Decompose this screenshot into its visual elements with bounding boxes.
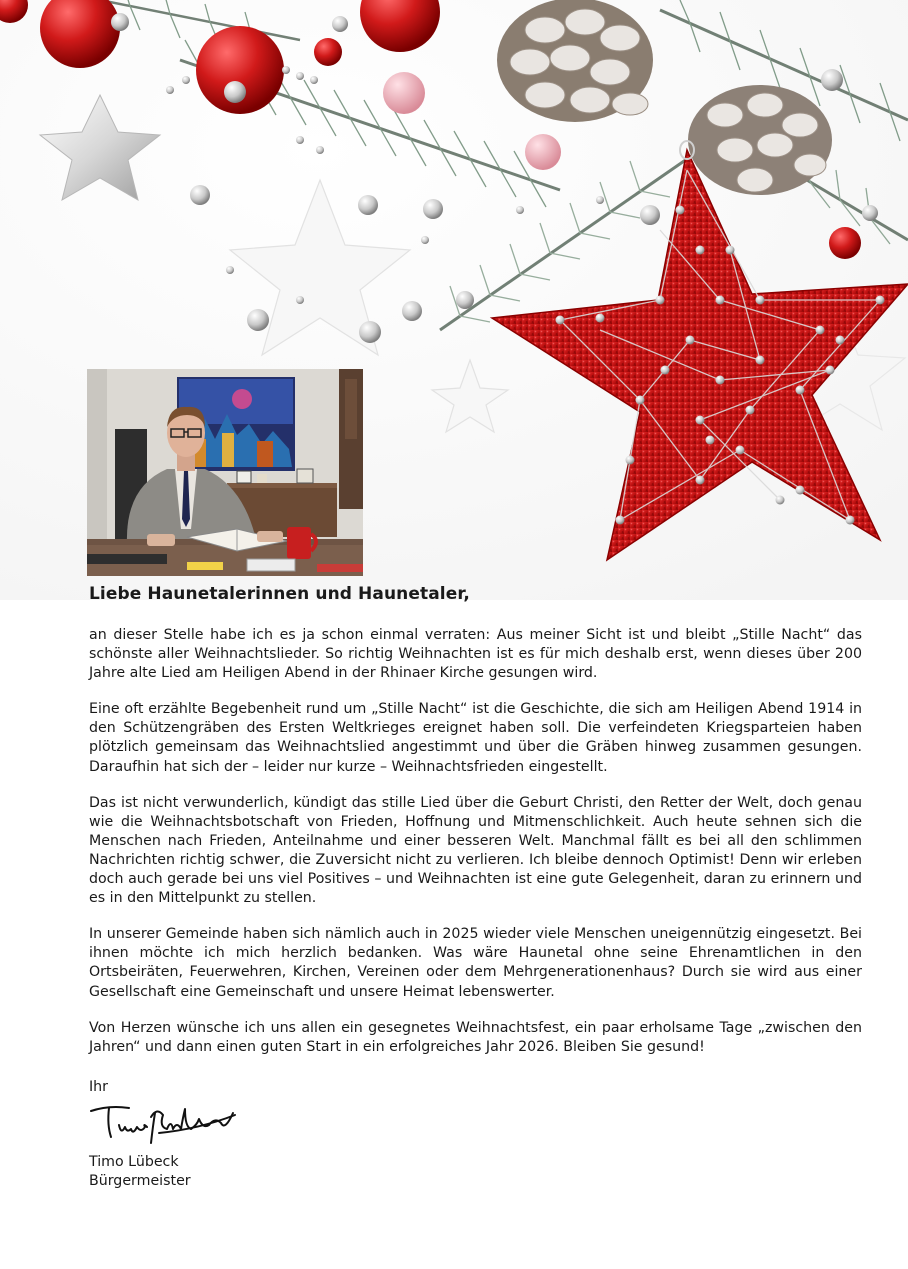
letter-paragraph: In unserer Gemeinde haben sich nämlich auch in 2025 wieder viele Menschen uneigennützig eingesetzt. Bei ihnen möchte ich mich herzlich bedanken. Was wäre Haunetal ohne seine Ehrenamtlichen in den Ortsbeiräten, Feuerwehren, Kirchen, Vereinen oder dem Mehrgenerationenhaus? Durch sie wird aus einer Gesellschaft eine Gemeinschaft und unsere Heimat lebenswerter.	[89, 926, 862, 1000]
signer-role: Bürgermeister	[89, 1173, 191, 1190]
mayor-portrait-photo	[87, 369, 363, 576]
letter-closing: Ihr	[89, 1078, 109, 1095]
handwritten-signature	[89, 1099, 239, 1151]
letter-paragraph: Von Herzen wünsche ich uns allen ein gesegnetes Weihnachtsfest, ein paar erholsame Tage „zwischen den Jahren“ und dann einen guten Start in ein erfolgreiches Jahr 2026. Bleiben Sie gesund!	[89, 1019, 862, 1055]
letter-paragraph: Das ist nicht verwunderlich, kündigt das stille Lied über die Geburt Christi, den Retter der Welt, doch genau wie die Weihnachtsbotschaft von Frieden, Hoffnung und Mitmenschlichkeit. Auch heute sehnen sich die Menschen nach Frieden, Anteilnahme und einer besseren Welt. Manchmal fällt es bei all den schlimmen Nachrichten richtig schwer, die Zuversicht nicht zu verlieren. Ich bleibe dennoch Optimist! Denn wir erleben doch auch gerade bei uns viel Positives – und Weihnachten ist eine gute Gelegenheit, daran zu erinnern und es in den Mittelpunkt zu stellen.	[89, 794, 862, 907]
letter	[89, 584, 862, 1192]
letter-greeting: Liebe Haunetalerinnen und Haunetaler,	[89, 584, 470, 604]
letter-paragraph: an dieser Stelle habe ich es ja schon einmal verraten: Aus meiner Sicht ist und bleibt „Stille Nacht“ das schönste aller Weihnachtslieder. So richtig Weihnachten ist es für mich deshalb erst, wenn dieses über 200 Jahre alte Lied am Heiligen Abend in der Rhinaer Kirche gesungen wird.	[89, 627, 862, 682]
signer-name: Timo Lübeck	[89, 1153, 179, 1170]
letter-paragraph: Eine oft erzählte Begebenheit rund um „Stille Nacht“ ist die Geschichte, die sich am Heiligen Abend 1914 in den Schützengräben des Ersten Weltkrieges ereignet haben soll. Die verfeindeten Kriegsparteien haben plötzlich gemeinsam das Weihnachtslied angestimmt und über die Gräben hinweg zusammen gesungen. Daraufhin hat sich der – leider nur kurze – Weihnachtsfrieden eingestellt.	[89, 701, 862, 775]
